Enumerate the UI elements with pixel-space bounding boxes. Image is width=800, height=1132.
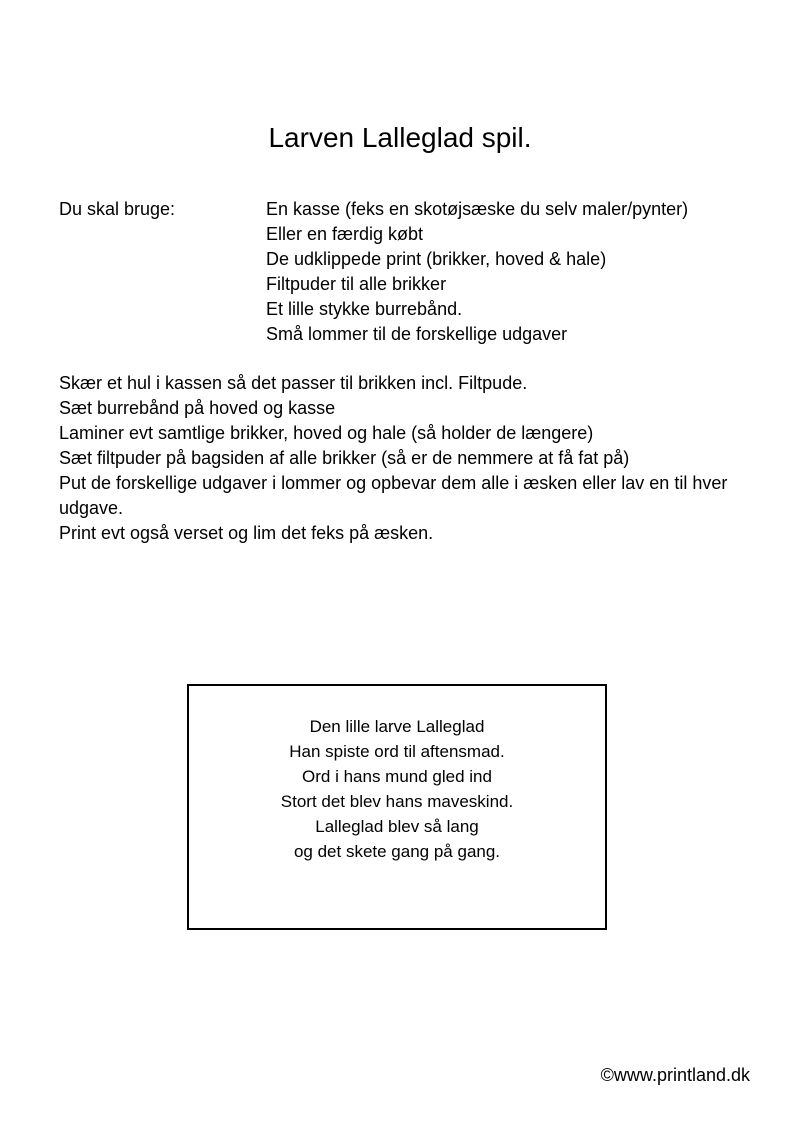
verse-line: Ord i hans mund gled ind <box>302 767 492 786</box>
materials-item: En kasse (feks en skotøjsæske du selv maler/pynter) <box>266 199 689 219</box>
page-title: Larven Lalleglad spil. <box>268 122 532 153</box>
instruction-line: Print evt også verset og lim det feks på æsken. <box>59 523 434 543</box>
instruction-line: Skær et hul i kassen så det passer til brikken incl. Filtpude. <box>59 373 528 393</box>
materials-label: Du skal bruge: <box>59 199 176 219</box>
materials-item: Et lille stykke burrebånd. <box>266 299 463 319</box>
verse-line: og det skete gang på gang. <box>293 842 501 861</box>
instruction-line: Sæt filtpuder på bagsiden af alle brikker (så er de nemmere at få fat på) <box>59 448 630 468</box>
instructions-section <box>59 371 729 546</box>
instruction-line: Put de forskellige udgaver i lommer og opbevar dem alle i æsken eller lav en til hver udgave. <box>59 473 728 518</box>
instruction-line: Laminer evt samtlige brikker, hoved og hale (så holder de længere) <box>59 423 594 443</box>
verse-line: Han spiste ord til aftensmad. <box>289 742 505 761</box>
materials-item: Eller en færdig købt <box>266 224 424 244</box>
verse-line: Stort det blev hans maveskind. <box>280 792 514 811</box>
copyright-footer: ©www.printland.dk <box>600 1065 750 1085</box>
materials-item: Små lommer til de forskellige udgaver <box>266 324 568 344</box>
verse-line: Lalleglad blev så lang <box>315 817 479 836</box>
materials-list <box>266 197 746 347</box>
materials-item: De udklippede print (brikker, hoved & hale) <box>266 249 607 269</box>
instruction-line: Sæt burrebånd på hoved og kasse <box>59 398 336 418</box>
verse-text <box>189 714 605 864</box>
verse-box <box>187 684 607 930</box>
verse-line: Den lille larve Lalleglad <box>309 717 485 736</box>
materials-item: Filtpuder til alle brikker <box>266 274 447 294</box>
